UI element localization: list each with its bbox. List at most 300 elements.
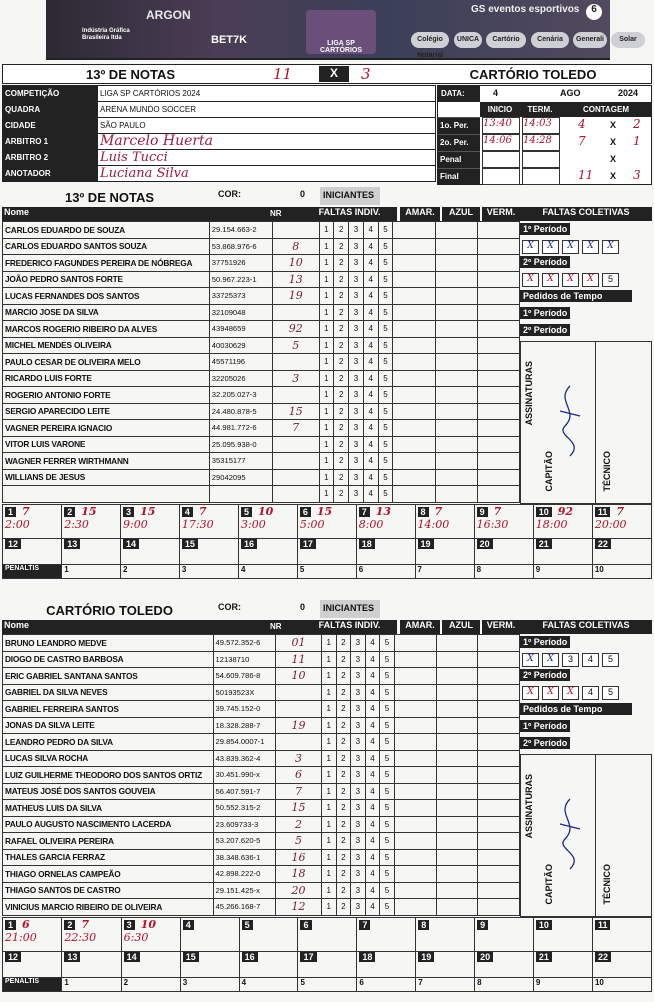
coletiva-p1-box: X bbox=[522, 240, 539, 254]
foul-cell: 5 bbox=[380, 866, 395, 883]
goal-index: 13 bbox=[64, 539, 80, 549]
capitao-label: CAPITÃO bbox=[544, 451, 554, 492]
period-score-a: 11 bbox=[578, 168, 594, 182]
player-doc: 25.095.938-0 bbox=[209, 436, 272, 453]
foul-cell: 1 bbox=[321, 816, 336, 833]
nr-header: NR bbox=[270, 209, 282, 218]
goal-time: 22:30 bbox=[64, 930, 97, 944]
player-name: RICARDO LUIS FORTE bbox=[3, 370, 210, 387]
goal-index: 5 bbox=[242, 920, 253, 930]
foul-cell: 2 bbox=[336, 849, 351, 866]
faltas-coletivas-header: FALTAS COLETIVAS bbox=[520, 207, 652, 221]
period-start bbox=[482, 168, 520, 185]
foul-cell: 2 bbox=[334, 255, 349, 272]
goal-index: 15 bbox=[182, 539, 198, 549]
coletivas-p1-label: 1º Período bbox=[520, 223, 570, 235]
foul-cell: 5 bbox=[378, 403, 393, 420]
yellow-cell bbox=[394, 800, 436, 817]
iniciantes-zero: 0 bbox=[300, 189, 306, 199]
player-doc: 18.328.288-7 bbox=[213, 717, 276, 734]
goal-player: 7 bbox=[81, 917, 90, 931]
yellow-cell bbox=[394, 767, 436, 784]
roster-row bbox=[3, 866, 520, 883]
penalty-cell: 2 bbox=[121, 564, 180, 578]
goal-index: 22 bbox=[595, 952, 611, 962]
goals-row bbox=[3, 917, 652, 951]
goal-cell bbox=[475, 951, 534, 977]
red-cell bbox=[478, 750, 520, 767]
goal-cell bbox=[415, 504, 474, 538]
goal-player: 15 bbox=[140, 504, 156, 518]
foul-cell: 4 bbox=[365, 750, 380, 767]
goal-index: 9 bbox=[477, 507, 488, 517]
coletiva-p1-box: X bbox=[542, 653, 559, 667]
player-name: THIAGO SANTOS DE CASTRO bbox=[3, 882, 214, 899]
penalty-cell: 2 bbox=[121, 977, 180, 991]
blue-cell bbox=[435, 238, 477, 255]
player-name: LUIZ GUILHERME THEODORO DOS SANTOS ORTIZ bbox=[3, 767, 214, 784]
period-score-a: 4 bbox=[578, 117, 586, 131]
goal-index: 11 bbox=[595, 920, 611, 930]
foul-cell: 2 bbox=[336, 668, 351, 685]
sponsor-grafica: Indústria Gráfica Brasileira Itda bbox=[82, 28, 130, 41]
referee2-signature: Luis Tucci bbox=[100, 150, 168, 165]
goal-index: 12 bbox=[5, 952, 21, 962]
goal-index: 21 bbox=[536, 539, 552, 549]
player-name: JOÃO PEDRO SANTOS FORTE bbox=[3, 271, 210, 288]
foul-cell: 4 bbox=[363, 453, 378, 470]
foul-cell: 4 bbox=[365, 816, 380, 833]
roster-row bbox=[3, 337, 520, 354]
team-b-name: CARTÓRIO TOLEDO bbox=[469, 67, 597, 82]
foul-cell: 5 bbox=[378, 304, 393, 321]
player-doc: 30.451.990-x bbox=[213, 767, 276, 784]
player-doc: 33725373 bbox=[209, 288, 272, 305]
foul-cell: 3 bbox=[349, 337, 364, 354]
foul-cell: 2 bbox=[336, 750, 351, 767]
foul-cell: 2 bbox=[336, 717, 351, 734]
player-name bbox=[3, 486, 210, 503]
goal-player: 7 bbox=[22, 504, 30, 518]
foul-cell: 4 bbox=[365, 717, 380, 734]
foul-cell: 1 bbox=[321, 783, 336, 800]
sponsor-banner bbox=[46, 0, 637, 60]
foul-cell: 4 bbox=[363, 370, 378, 387]
player-doc: 29.854.0007-1 bbox=[213, 734, 276, 751]
blue-cell bbox=[436, 833, 478, 850]
red-cell bbox=[478, 882, 520, 899]
penalty-cell: 5 bbox=[298, 977, 357, 991]
foul-cell: 3 bbox=[351, 701, 366, 718]
goal-cell bbox=[474, 538, 533, 564]
blue-cell bbox=[435, 288, 477, 305]
tecnico-label: TÉCNICO bbox=[602, 864, 612, 905]
foul-cell: 5 bbox=[380, 734, 395, 751]
player-number: 12 bbox=[276, 899, 322, 916]
goal-index: 16 bbox=[242, 952, 258, 962]
player-doc: 29.151.425-x bbox=[213, 882, 276, 899]
roster-row bbox=[3, 849, 520, 866]
foul-cell: 5 bbox=[378, 337, 393, 354]
info-row bbox=[3, 166, 436, 182]
info-row bbox=[3, 102, 436, 118]
red-cell bbox=[477, 321, 519, 338]
coletivas-p2-label: 2º Período bbox=[520, 669, 570, 681]
info-label: CIDADE bbox=[3, 118, 98, 134]
player-number: 15 bbox=[276, 800, 322, 817]
blue-cell bbox=[436, 717, 478, 734]
foul-cell: 4 bbox=[363, 403, 378, 420]
foul-cell: 2 bbox=[334, 420, 349, 437]
goal-time: 9:00 bbox=[123, 517, 148, 531]
red-cell bbox=[478, 635, 520, 652]
blue-cell bbox=[436, 651, 478, 668]
coletiva-p2-box: X bbox=[542, 273, 559, 287]
player-doc: 53.207.620-5 bbox=[213, 833, 276, 850]
foul-cell: 4 bbox=[363, 288, 378, 305]
player-doc: 39.745.152-0 bbox=[213, 701, 276, 718]
player-number: 5 bbox=[276, 833, 322, 850]
player-doc: 50.552.315-2 bbox=[213, 800, 276, 817]
foul-cell: 5 bbox=[378, 469, 393, 486]
blue-cell bbox=[436, 635, 478, 652]
goal-time: 3:00 bbox=[241, 517, 266, 531]
player-number: 10 bbox=[273, 255, 319, 272]
player-number: 19 bbox=[276, 717, 322, 734]
pedidos-p1-label: 1º Período bbox=[520, 307, 570, 319]
foul-cell: 1 bbox=[319, 486, 334, 503]
penalty-cell: 8 bbox=[474, 564, 533, 578]
goal-index: 2 bbox=[64, 920, 75, 930]
yellow-cell bbox=[393, 436, 435, 453]
verm-header: VERM. bbox=[482, 207, 520, 221]
foul-cell: 5 bbox=[380, 816, 395, 833]
yellow-cell bbox=[393, 255, 435, 272]
foul-cell: 4 bbox=[365, 882, 380, 899]
goal-time: 2:30 bbox=[64, 517, 89, 531]
foul-cell: 4 bbox=[365, 635, 380, 652]
player-name: MICHEL MENDES OLIVEIRA bbox=[3, 337, 210, 354]
player-number: 8 bbox=[273, 238, 319, 255]
team-title: 13º DE NOTAS bbox=[64, 190, 155, 205]
yellow-cell bbox=[394, 734, 436, 751]
goal-cell bbox=[592, 538, 651, 564]
foul-cell: 3 bbox=[349, 222, 364, 239]
foul-cell: 1 bbox=[321, 882, 336, 899]
penaltis-row bbox=[3, 977, 652, 991]
foul-cell: 1 bbox=[321, 866, 336, 883]
blue-cell bbox=[435, 321, 477, 338]
yellow-cell bbox=[394, 750, 436, 767]
blue-cell bbox=[435, 222, 477, 239]
red-cell bbox=[477, 486, 519, 503]
foul-cell: 2 bbox=[334, 403, 349, 420]
info-label: ARBITRO 2 bbox=[3, 150, 98, 166]
goal-index: 13 bbox=[64, 952, 80, 962]
coletiva-p1-box: X bbox=[542, 240, 559, 254]
goal-cell bbox=[533, 951, 592, 977]
player-number: 7 bbox=[273, 420, 319, 437]
goal-cell bbox=[3, 917, 62, 951]
goal-index: 8 bbox=[418, 920, 429, 930]
roster-row bbox=[3, 436, 520, 453]
iniciantes-label: INICIANTES bbox=[320, 187, 380, 205]
player-doc: 35315177 bbox=[209, 453, 272, 470]
player-name: MATHEUS LUIS DA SILVA bbox=[3, 800, 214, 817]
goal-index: 6 bbox=[300, 920, 311, 930]
foul-cell: 1 bbox=[319, 238, 334, 255]
red-cell bbox=[477, 337, 519, 354]
coletiva-p2-box: 5 bbox=[602, 686, 619, 700]
period-x: X bbox=[610, 120, 617, 130]
yellow-cell bbox=[394, 816, 436, 833]
foul-cell: 4 bbox=[363, 238, 378, 255]
goal-index: 18 bbox=[359, 952, 375, 962]
blue-cell bbox=[436, 899, 478, 916]
blue-cell bbox=[435, 486, 477, 503]
penalty-cell: 1 bbox=[62, 564, 121, 578]
yellow-cell bbox=[394, 866, 436, 883]
penalty-cell: 8 bbox=[475, 977, 534, 991]
penaltis-row bbox=[3, 564, 652, 578]
foul-cell: 3 bbox=[351, 882, 366, 899]
goal-cell bbox=[3, 538, 62, 564]
player-name: MARCIO JOSE DA SILVA bbox=[3, 304, 210, 321]
blue-cell bbox=[435, 255, 477, 272]
blue-cell bbox=[435, 420, 477, 437]
coletiva-p1-box: X bbox=[602, 240, 619, 254]
score-a: 11 bbox=[273, 65, 293, 83]
coletiva-p1-box: 4 bbox=[582, 653, 599, 667]
penalty-cell: 9 bbox=[533, 564, 592, 578]
coletiva-p2-box: X bbox=[522, 686, 539, 700]
goal-cell bbox=[357, 951, 416, 977]
player-doc: 44.981.772-6 bbox=[209, 420, 272, 437]
goal-index: 14 bbox=[124, 952, 140, 962]
info-row bbox=[3, 150, 436, 166]
foul-cell: 3 bbox=[351, 750, 366, 767]
foul-cell: 5 bbox=[378, 420, 393, 437]
player-number bbox=[276, 701, 322, 718]
foul-cell: 5 bbox=[378, 238, 393, 255]
foul-cell: 5 bbox=[378, 453, 393, 470]
penalty-cell: 6 bbox=[357, 977, 416, 991]
coletiva-p2-box: X bbox=[562, 273, 579, 287]
penalty-cell: 10 bbox=[592, 564, 651, 578]
foul-cell: 2 bbox=[336, 866, 351, 883]
coletiva-p1-box: 5 bbox=[602, 653, 619, 667]
foul-cell: 5 bbox=[378, 255, 393, 272]
roster-row bbox=[3, 486, 520, 503]
period-score-a: 7 bbox=[578, 134, 586, 148]
red-cell bbox=[477, 222, 519, 239]
match-header bbox=[2, 64, 652, 84]
player-number: 7 bbox=[276, 783, 322, 800]
yellow-cell bbox=[394, 882, 436, 899]
referee1-signature: Marcelo Huerta bbox=[100, 133, 214, 149]
player-doc: 54.609.786-8 bbox=[213, 668, 276, 685]
coletiva-p1-box: 3 bbox=[562, 653, 579, 667]
col-inicio: INICIO bbox=[480, 102, 520, 117]
foul-cell: 5 bbox=[380, 767, 395, 784]
info-value: SÃO PAULO bbox=[98, 118, 436, 134]
player-number: 18 bbox=[276, 866, 322, 883]
foul-cell: 1 bbox=[319, 288, 334, 305]
yellow-cell bbox=[393, 354, 435, 371]
roster-row bbox=[3, 717, 520, 734]
foul-cell: 2 bbox=[336, 783, 351, 800]
roster-row bbox=[3, 750, 520, 767]
foul-cell: 3 bbox=[349, 255, 364, 272]
player-name: THIAGO ORNELAS CAMPEÃO bbox=[3, 866, 214, 883]
foul-cell: 2 bbox=[336, 684, 351, 701]
captain-signature bbox=[550, 794, 590, 874]
blue-cell bbox=[435, 387, 477, 404]
foul-cell: 4 bbox=[363, 271, 378, 288]
pedidos-p1-label: 1º Período bbox=[520, 720, 570, 732]
roster-row bbox=[3, 370, 520, 387]
period-label: Penal bbox=[438, 151, 480, 168]
penalty-cell: 6 bbox=[356, 564, 415, 578]
goals-row-2 bbox=[3, 538, 652, 564]
goal-player: 7 bbox=[198, 504, 207, 518]
foul-cell: 1 bbox=[319, 321, 334, 338]
red-cell bbox=[477, 354, 519, 371]
player-number: 92 bbox=[273, 321, 319, 338]
period-score-b: 1 bbox=[633, 134, 641, 148]
goal-time: 18:00 bbox=[535, 517, 568, 531]
penalty-cell: 3 bbox=[180, 977, 239, 991]
coletiva-p2-box: X bbox=[542, 686, 559, 700]
goal-cell bbox=[62, 951, 121, 977]
penalty-cell: 1 bbox=[62, 977, 121, 991]
goal-time: 2:00 bbox=[5, 517, 30, 531]
foul-cell: 4 bbox=[365, 767, 380, 784]
player-number bbox=[276, 684, 322, 701]
coletiva-p2-box: 4 bbox=[582, 686, 599, 700]
blue-cell bbox=[436, 849, 478, 866]
goal-cell bbox=[121, 951, 180, 977]
roster-row bbox=[3, 420, 520, 437]
goals-row bbox=[3, 504, 652, 538]
yellow-cell bbox=[393, 271, 435, 288]
goal-cell bbox=[475, 917, 534, 951]
foul-cell: 2 bbox=[336, 800, 351, 817]
foul-cell: 4 bbox=[363, 420, 378, 437]
foul-cell: 3 bbox=[349, 321, 364, 338]
foul-cell: 4 bbox=[363, 436, 378, 453]
goal-cell bbox=[415, 538, 474, 564]
red-cell bbox=[478, 717, 520, 734]
pedidos-label: Pedidos de Tempo bbox=[520, 703, 632, 715]
coletivas-p1-label: 1º Período bbox=[520, 636, 570, 648]
player-doc: 45.266.168-7 bbox=[213, 899, 276, 916]
foul-cell: 3 bbox=[351, 849, 366, 866]
period-label: 2o. Per. bbox=[438, 134, 480, 151]
azul-header: AZUL bbox=[442, 620, 480, 634]
goal-index: 8 bbox=[418, 507, 429, 517]
goal-index: 14 bbox=[123, 539, 139, 549]
goal-player: 7 bbox=[434, 504, 443, 518]
captain-signature bbox=[550, 381, 590, 461]
goal-cell bbox=[416, 951, 475, 977]
player-name: LUCAS SILVA ROCHA bbox=[3, 750, 214, 767]
foul-cell: 2 bbox=[336, 635, 351, 652]
goal-player: 10 bbox=[140, 917, 156, 931]
red-cell bbox=[477, 420, 519, 437]
foul-cell: 5 bbox=[380, 651, 395, 668]
foul-cell: 4 bbox=[363, 354, 378, 371]
goal-index: 17 bbox=[300, 539, 316, 549]
blue-cell bbox=[435, 271, 477, 288]
player-name: VINICIUS MARCIO RIBEIRO DE OLIVEIRA bbox=[3, 899, 214, 916]
penalty-cell: 4 bbox=[239, 564, 298, 578]
player-name: MATEUS JOSÉ DOS SANTOS GOUVEIA bbox=[3, 783, 214, 800]
match-info-table bbox=[2, 85, 436, 182]
foul-cell: 3 bbox=[349, 486, 364, 503]
info-label: QUADRA bbox=[3, 102, 98, 118]
foul-cell: 4 bbox=[363, 304, 378, 321]
roster-table bbox=[2, 634, 520, 916]
foul-cell: 5 bbox=[380, 833, 395, 850]
foul-cell: 1 bbox=[321, 684, 336, 701]
azul-header: AZUL bbox=[442, 207, 480, 221]
date-year: 2024 bbox=[618, 88, 639, 98]
penalty-cell: 3 bbox=[179, 564, 238, 578]
foul-cell: 4 bbox=[365, 833, 380, 850]
player-name: GABRIEL FERREIRA SANTOS bbox=[3, 701, 214, 718]
red-cell bbox=[477, 304, 519, 321]
red-cell bbox=[477, 238, 519, 255]
period-x: X bbox=[610, 154, 617, 164]
penalty-cell: 7 bbox=[416, 977, 475, 991]
red-cell bbox=[477, 436, 519, 453]
verm-header: VERM. bbox=[482, 620, 520, 634]
foul-cell: 3 bbox=[349, 288, 364, 305]
assinaturas-label: ASSINATURAS bbox=[524, 361, 534, 426]
period-score-b: 2 bbox=[633, 117, 641, 131]
foul-cell: 1 bbox=[319, 420, 334, 437]
goal-cell bbox=[298, 951, 357, 977]
foul-cell: 3 bbox=[349, 436, 364, 453]
foul-cell: 2 bbox=[334, 486, 349, 503]
signature-divider bbox=[595, 754, 596, 917]
cor-label: COR: bbox=[218, 189, 241, 199]
roster-row bbox=[3, 238, 520, 255]
roster-row bbox=[3, 354, 520, 371]
period-label: 1o. Per. bbox=[438, 117, 480, 134]
goal-index: 2 bbox=[64, 507, 75, 517]
yellow-cell bbox=[394, 833, 436, 850]
pedidos-label: Pedidos de Tempo bbox=[520, 290, 632, 302]
foul-cell: 3 bbox=[351, 635, 366, 652]
player-name: VITOR LUIS VARONE bbox=[3, 436, 210, 453]
foul-cell: 4 bbox=[365, 734, 380, 751]
red-cell bbox=[478, 767, 520, 784]
goal-index: 6 bbox=[300, 507, 311, 517]
blue-cell bbox=[436, 816, 478, 833]
foul-cell: 2 bbox=[336, 833, 351, 850]
period-score-b: 3 bbox=[633, 168, 641, 182]
player-number bbox=[273, 304, 319, 321]
goal-index: 16 bbox=[241, 539, 257, 549]
goal-index: 4 bbox=[182, 507, 193, 517]
nr-header: NR bbox=[270, 622, 282, 631]
date-month: AGO bbox=[560, 88, 581, 98]
blue-cell bbox=[436, 734, 478, 751]
roster-row bbox=[3, 635, 520, 652]
red-cell bbox=[478, 668, 520, 685]
